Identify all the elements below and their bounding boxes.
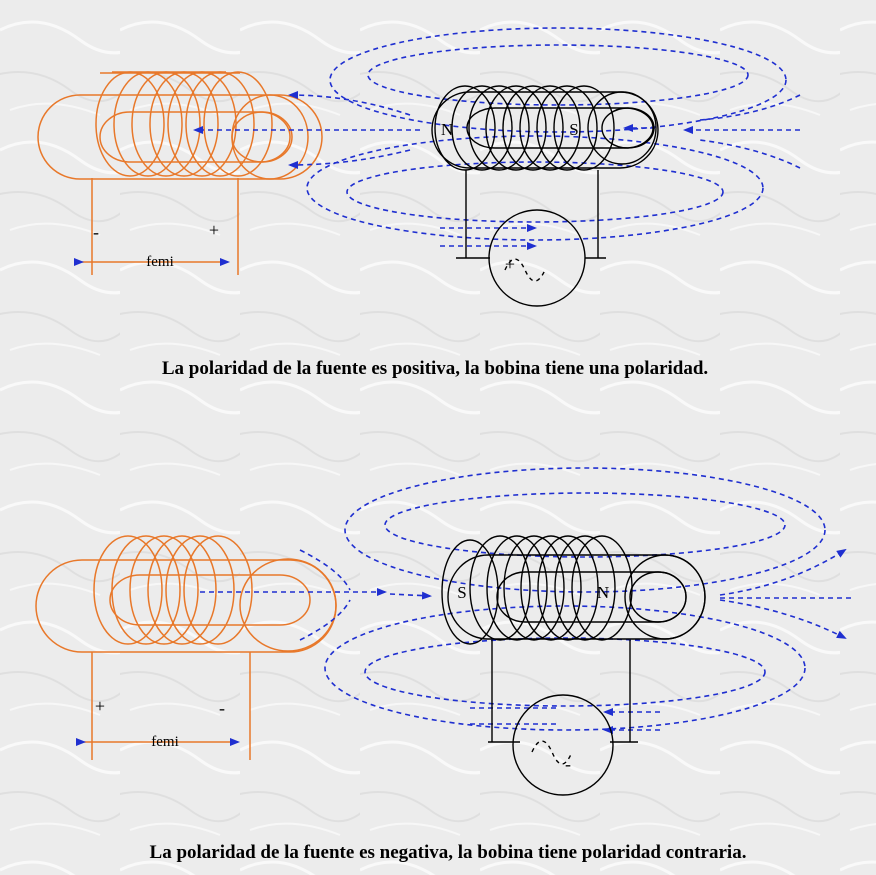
femi-label: femi <box>146 254 174 270</box>
terminal-left-sign: - <box>93 222 99 242</box>
terminal-left-sign: + <box>94 696 106 716</box>
pole-right: S <box>569 120 579 139</box>
terminal-right-sign: + <box>208 220 220 240</box>
source-sign: - <box>565 754 571 774</box>
pole-right: N <box>596 583 610 602</box>
femi-label: femi <box>151 734 179 750</box>
caption-positive: La polaridad de la fuente es positiva, la bobina tiene una polaridad. <box>161 358 709 379</box>
source-sign: + <box>504 254 516 274</box>
pole-left: S <box>457 583 467 602</box>
terminal-right-sign: - <box>219 698 225 718</box>
pole-left: N <box>440 120 454 139</box>
caption-negative: La polaridad de la fuente es negativa, la bobina tiene polaridad contraria. <box>149 842 747 863</box>
